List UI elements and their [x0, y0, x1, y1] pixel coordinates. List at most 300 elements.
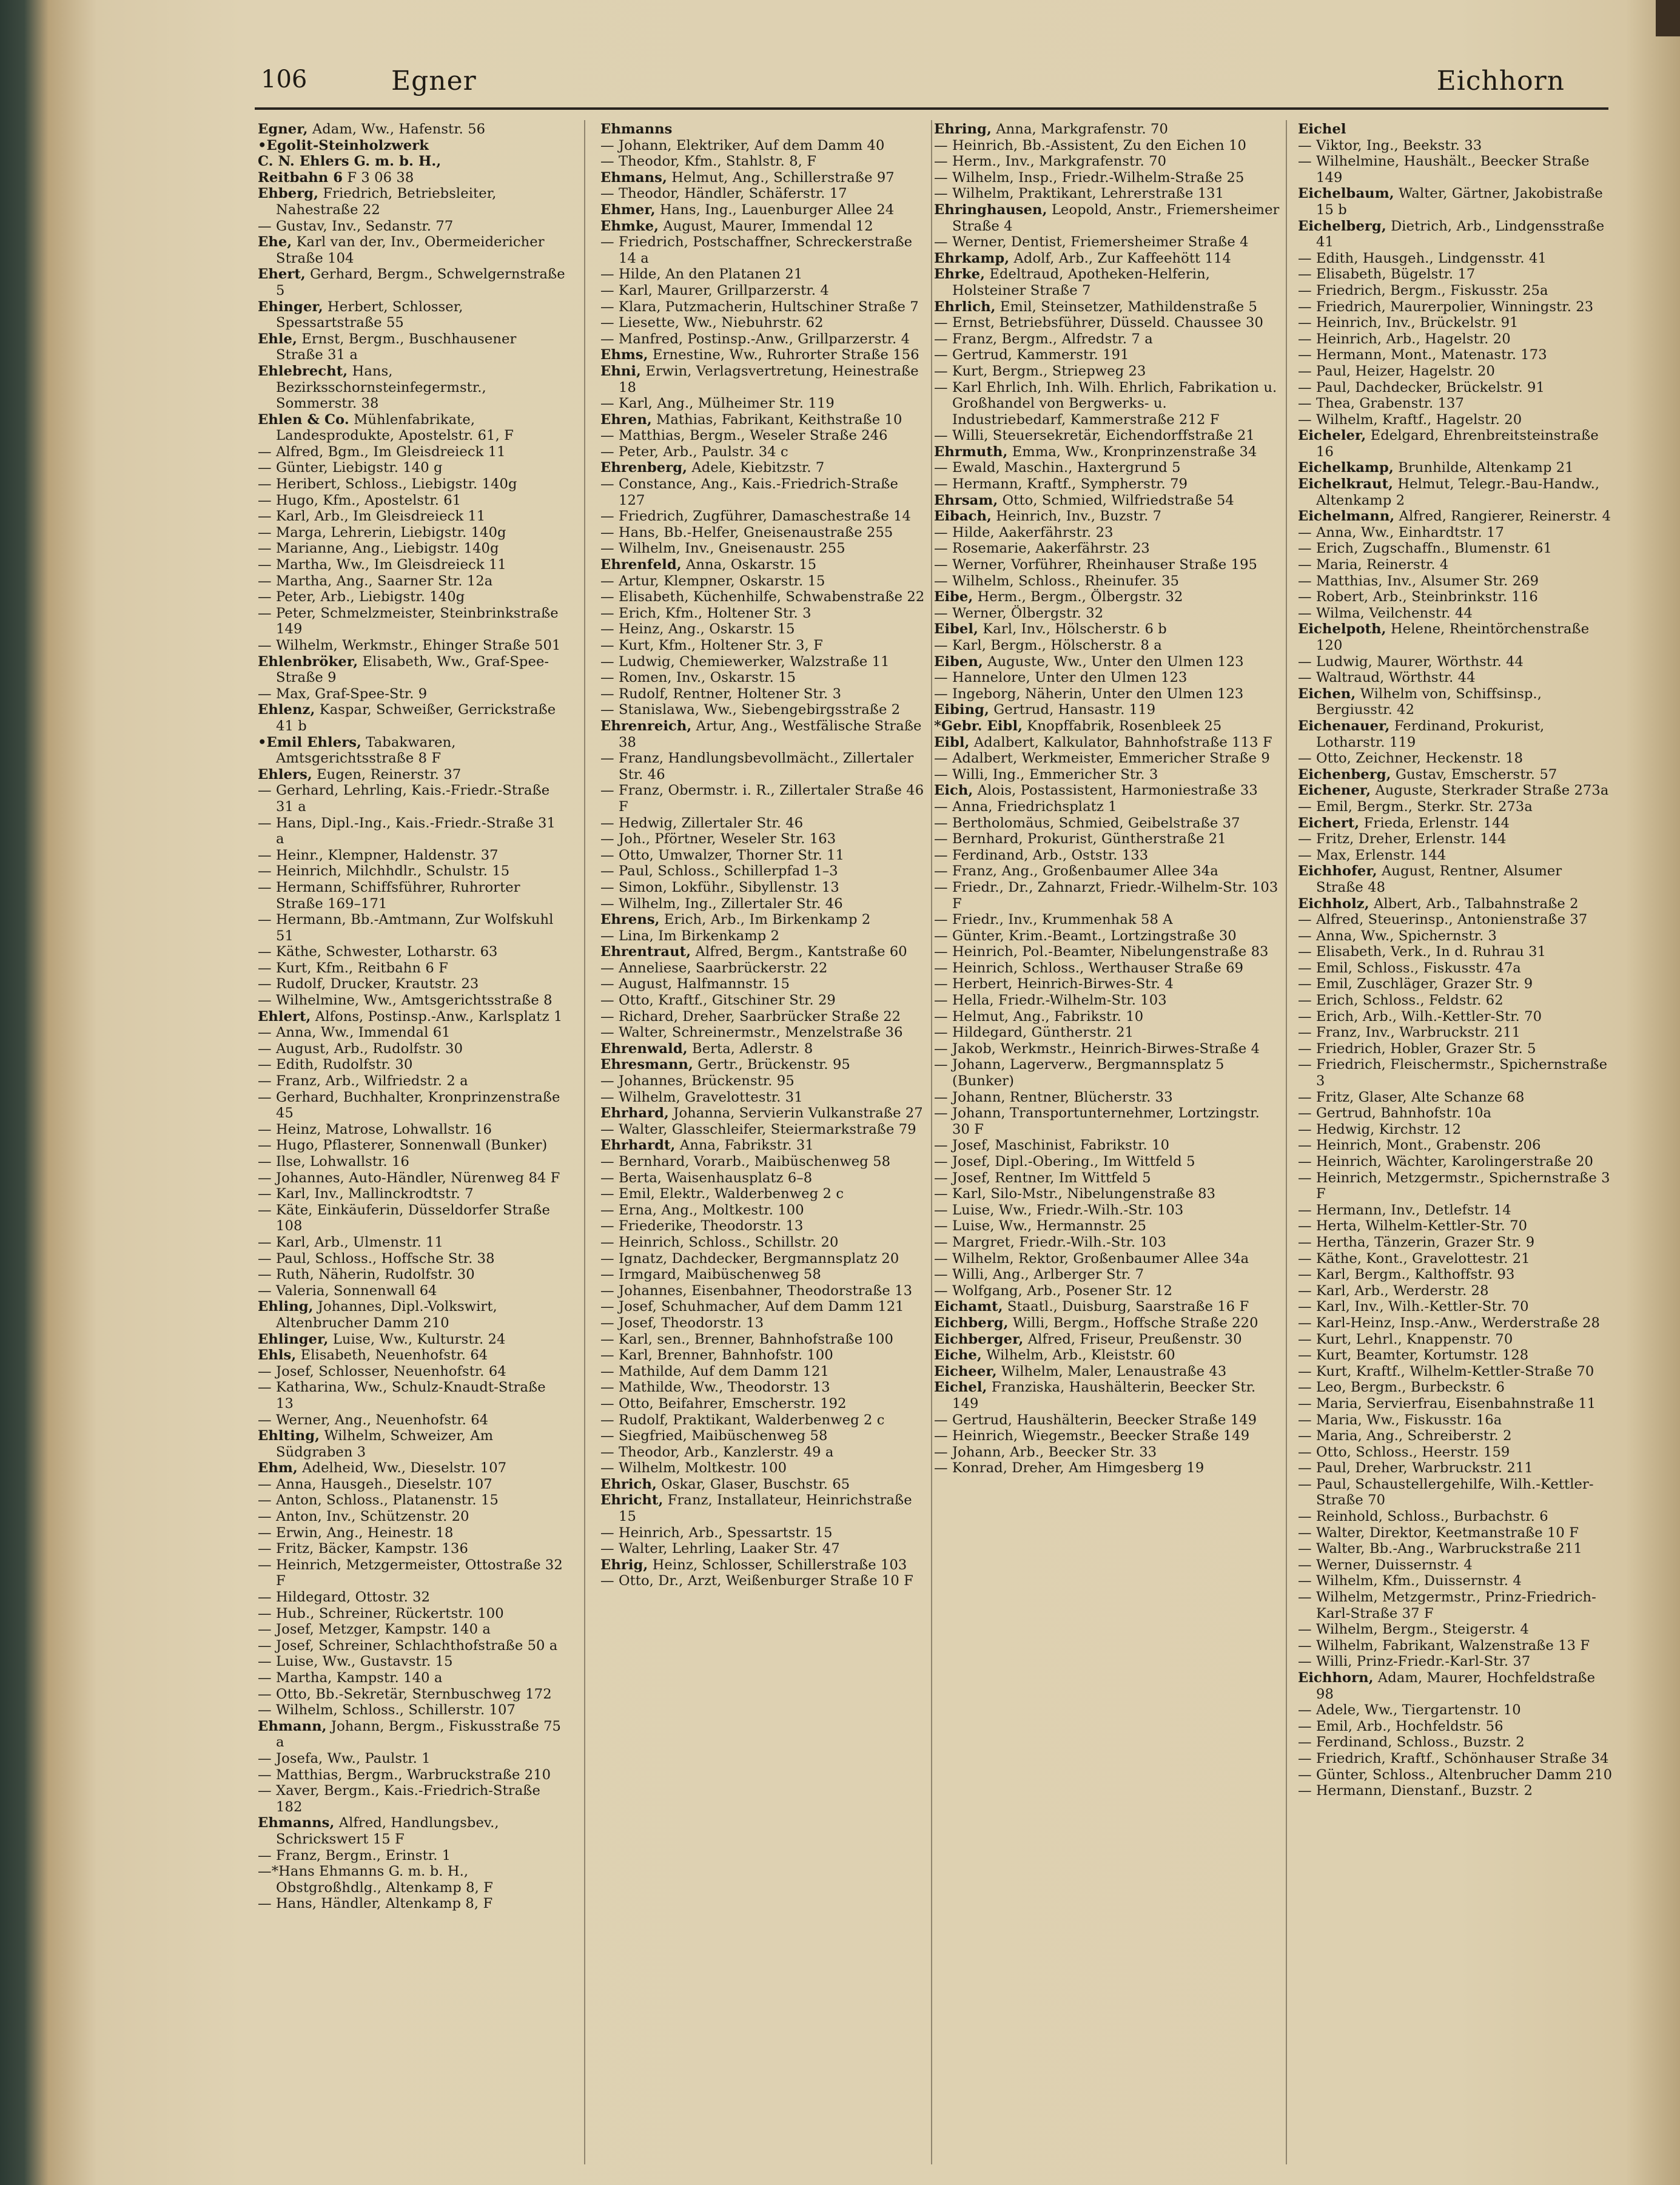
directory-entry	[934, 202, 1280, 234]
entry-details: — Hertha, Tänzerin, Grazer Str. 9	[1298, 1234, 1535, 1250]
directory-entry	[600, 1396, 928, 1412]
directory-entry	[934, 540, 1280, 557]
entry-details: — Reinhold, Schloss., Burbachstr. 6	[1298, 1509, 1548, 1525]
entry-details: Emil, Steinsetzer, Mathildenstraße 5	[995, 298, 1257, 315]
directory-column-2	[600, 121, 928, 2172]
entry-details: — Berta, Waisenhausplatz 6–8	[600, 1170, 813, 1186]
entry-details: — Heinrich, Bb.-Assistent, Zu den Eichen 10	[934, 137, 1246, 153]
entry-details: — Alfred, Steuerinsp., Antonienstraße 37	[1298, 912, 1588, 928]
entry-details: Alfred, Handlungsbev., Schrickswert 15 F	[276, 1815, 499, 1847]
entry-details: — Peter, Arb., Paulstr. 34 c	[600, 443, 788, 460]
directory-entry	[258, 976, 567, 992]
entry-details: — Heinrich, Schloss., Schillstr. 20	[600, 1234, 839, 1250]
entry-details: — Franz, Inv., Warbruckstr. 211	[1298, 1025, 1520, 1041]
entry-details: — Erich, Arb., Wilh.-Kettler-Str. 70	[1298, 1008, 1542, 1025]
entry-details: Heinrich, Inv., Buzstr. 7	[992, 508, 1162, 525]
directory-entry	[258, 1460, 567, 1476]
directory-entry	[1298, 783, 1613, 799]
entry-name: Ehberg,	[258, 186, 319, 202]
directory-entry	[258, 186, 567, 218]
directory-entry	[934, 380, 1280, 428]
entry-details: — Jakob, Werkmstr., Heinrich-Birwes-Straße 4	[934, 1040, 1260, 1057]
entry-details: Wilhelm, Maler, Lenaustraße 43	[996, 1363, 1227, 1379]
entry-details: Albert, Arb., Talbahnstraße 2	[1369, 895, 1579, 912]
entry-name: Eibing,	[934, 702, 989, 718]
directory-entry	[258, 1137, 567, 1154]
directory-entry	[600, 1105, 928, 1122]
directory-entry	[1298, 1702, 1613, 1719]
entry-details: — Heribert, Schloss., Liebigstr. 140g	[258, 476, 517, 493]
entry-name: Eichelmann,	[1298, 508, 1395, 525]
directory-entry	[258, 493, 567, 509]
entry-details: Emma, Ww., Kronprinzenstraße 34	[1007, 443, 1257, 460]
directory-entry	[1298, 1057, 1613, 1089]
directory-entry	[258, 1089, 567, 1122]
directory-entry	[258, 1073, 567, 1089]
directory-entry	[934, 1267, 1280, 1283]
entry-details: — Luise, Ww., Gustavstr. 15	[258, 1654, 453, 1670]
directory-entry	[1298, 1041, 1613, 1057]
entry-details: — Hugo, Pflasterer, Sonnenwall (Bunker)	[258, 1137, 548, 1154]
entry-name: Ehrkamp,	[934, 250, 1010, 266]
entry-details: — Mathilde, Auf dem Damm 121	[600, 1363, 830, 1379]
entry-details: — Wilhelm, Metzgermstr., Prinz-Friedrich-Karl-Straße 37 F	[1298, 1589, 1596, 1621]
directory-entry	[600, 283, 928, 299]
page-corner-shadow	[1656, 0, 1680, 36]
entry-name: Ehmer,	[600, 201, 656, 218]
directory-entry	[258, 1332, 567, 1348]
entry-details: — Kurt, Beamter, Kortumstr. 128	[1298, 1347, 1529, 1364]
entry-details: — Paul, Dreher, Warbruckstr. 211	[1298, 1460, 1533, 1476]
entry-details: — Josef, Schlosser, Neuenhofstr. 64	[258, 1363, 506, 1379]
directory-entry	[600, 1428, 928, 1444]
directory-entry	[258, 1541, 567, 1557]
directory-entry	[258, 1283, 567, 1299]
entry-details: — Klara, Putzmacherin, Hultschiner Straße 7	[600, 298, 919, 315]
directory-entry	[600, 1089, 928, 1106]
directory-entry	[258, 138, 567, 154]
directory-entry	[934, 428, 1280, 444]
header-first-keyword: Egner	[391, 66, 477, 96]
directory-entry	[258, 525, 567, 541]
directory-entry	[600, 476, 928, 508]
entry-name: Ehlenbröker,	[258, 653, 358, 670]
entry-name: •Emil Ehlers,	[258, 734, 361, 750]
entry-details: — Hans, Händler, Altenkamp 8, F	[258, 1896, 493, 1912]
directory-entry	[258, 1896, 567, 1912]
entry-details: Edelgard, Ehrenbreitsteinstraße 16	[1316, 428, 1599, 460]
directory-entry	[1298, 525, 1613, 541]
entry-details: — Franz, Bergm., Erinstr. 1	[258, 1847, 451, 1863]
entry-details: — Friedrich, Hobler, Grazer Str. 5	[1298, 1040, 1536, 1057]
directory-entry	[1298, 1670, 1613, 1702]
entry-details: — Emil, Bergm., Sterkr. Str. 273a	[1298, 798, 1533, 815]
entry-details: — Maria, Ang., Schreiberstr. 2	[1298, 1428, 1512, 1444]
entry-details: — Anna, Ww., Einhardtstr. 17	[1298, 524, 1504, 540]
directory-entry	[1298, 363, 1613, 380]
directory-entry	[1298, 896, 1613, 912]
directory-entry	[934, 1412, 1280, 1429]
entry-details: Willi, Bergm., Hoffsche Straße 220	[1008, 1315, 1258, 1331]
directory-entry	[258, 992, 567, 1009]
entry-name: Ehlers,	[258, 766, 312, 783]
entry-details: — Walter, Lehrling, Laaker Str. 47	[600, 1541, 840, 1557]
entry-details: — Hildegard, Güntherstr. 21	[934, 1025, 1134, 1041]
directory-entry	[934, 750, 1280, 767]
directory-entry	[600, 605, 928, 622]
entry-details: — Anna, Ww., Immendal 61	[258, 1025, 451, 1041]
entry-details: — Martha, Ang., Saarner Str. 12a	[258, 573, 493, 589]
directory-entry	[258, 1025, 567, 1041]
directory-entry	[934, 1299, 1280, 1315]
directory-entry	[934, 1137, 1280, 1154]
directory-entry	[600, 573, 928, 590]
directory-entry	[258, 1638, 567, 1654]
entry-name: Ehni,	[600, 363, 642, 379]
directory-entry	[934, 153, 1280, 170]
entry-details: — Johann, Rentner, Blücherstr. 33	[934, 1089, 1173, 1105]
entry-details: F 3 06 38	[343, 169, 414, 186]
directory-entry	[258, 1428, 567, 1460]
entry-details: — Kurt, Lehrl., Knappenstr. 70	[1298, 1331, 1513, 1347]
entry-name: Ehls,	[258, 1347, 297, 1364]
entry-details: — Artur, Klempner, Oskarstr. 15	[600, 573, 825, 589]
directory-entry	[1298, 1154, 1613, 1170]
entry-details: Helene, Rheintörchenstraße 120	[1316, 621, 1590, 653]
entry-details: — Johann, Lagerverw., Bergmannsplatz 5 (Bunker)	[934, 1057, 1225, 1089]
directory-entry	[1298, 815, 1613, 832]
entry-details: — Anna, Friedrichsplatz 1	[934, 798, 1117, 815]
entry-details: — Ilse, Lohwallstr. 16	[258, 1154, 409, 1170]
directory-entry	[934, 1041, 1280, 1057]
entry-details: — Anton, Schloss., Platanenstr. 15	[258, 1492, 499, 1509]
directory-entry	[1298, 1751, 1613, 1767]
entry-details: — Karl, Bergm., Hölscherstr. 8 a	[934, 638, 1162, 653]
entry-details: — Ignatz, Dachdecker, Bergmannsplatz 20	[600, 1250, 899, 1267]
directory-entry	[258, 1057, 567, 1073]
entry-details: Eugen, Reinerstr. 37	[312, 766, 462, 783]
directory-entry	[934, 138, 1280, 154]
entry-details: — Edith, Hausgeh., Lindgensstr. 41	[1298, 250, 1547, 266]
directory-entry	[258, 331, 567, 363]
directory-entry	[600, 1137, 928, 1154]
directory-entry	[258, 783, 567, 815]
entry-details: — Wilhelm, Moltkestr. 100	[600, 1460, 787, 1476]
entry-details: — Erich, Schloss., Feldstr. 62	[1298, 992, 1504, 1009]
entry-details: — Hilde, An den Platanen 21	[600, 266, 803, 283]
entry-details: Mühlenfabrikate, Landesprodukte, Apostelstr. 61, F	[276, 411, 514, 444]
entry-details: Gertr., Brückenstr. 95	[693, 1057, 850, 1073]
entry-details: — Wilhelm, Insp., Friedr.-Wilhelm-Straße 25	[934, 169, 1245, 186]
entry-details: — Matthias, Bergm., Warbruckstraße 210	[258, 1766, 551, 1783]
entry-details: — Wilhelm, Kraftf., Hagelstr. 20	[1298, 411, 1522, 428]
directory-entry	[258, 234, 567, 266]
entry-details: — Maria, Reinerstr. 4	[1298, 557, 1449, 573]
entry-details: — Hans, Dipl.-Ing., Kais.-Friedr.-Straße 31 a	[258, 815, 556, 847]
entry-details: — Hedwig, Kirchstr. 12	[1298, 1121, 1462, 1137]
entry-details: — Ingeborg, Näherin, Unter den Ulmen 123	[934, 685, 1244, 702]
entry-name: Eichel,	[934, 1379, 987, 1396]
entry-name: Eibl,	[934, 734, 970, 750]
entry-details: Wilhelm, Schweizer, Am Südgraben 3	[276, 1428, 494, 1460]
directory-entry	[1298, 863, 1613, 895]
directory-entry	[600, 992, 928, 1009]
directory-entry	[934, 1315, 1280, 1332]
directory-entry	[258, 1492, 567, 1509]
directory-column-1	[258, 121, 567, 2172]
directory-entry	[934, 783, 1280, 799]
entry-details: Auguste, Sterkrader Straße 273a	[1371, 783, 1609, 799]
directory-entry	[934, 654, 1280, 670]
directory-entry	[258, 363, 567, 412]
directory-entry	[600, 589, 928, 605]
entry-details: — Rosemarie, Aakerfährstr. 23	[934, 540, 1150, 557]
entry-name: Ehmanns,	[258, 1815, 335, 1831]
directory-entry	[934, 735, 1280, 751]
entry-details: — Karl, Silo-Mstr., Nibelungenstraße 83	[934, 1186, 1216, 1202]
entry-name: Ehrenberg,	[600, 460, 688, 476]
entry-details: — Karl Ehrlich, Inh. Wilh. Ehrlich, Fabrikation u. Großhandel von Bergwerks- u. Industriebedarf, Kammerstraße 212 F	[934, 379, 1277, 428]
entry-details: — Franz, Arb., Wilfriedstr. 2 a	[258, 1073, 468, 1089]
entry-name: Ehmans,	[600, 169, 667, 186]
entry-details: — Hugo, Kfm., Apostelstr. 61	[258, 492, 462, 508]
entry-details: — Josef, Maschinist, Fabrikstr. 10	[934, 1137, 1170, 1154]
directory-entry	[600, 621, 928, 638]
entry-details: Auguste, Ww., Unter den Ulmen 123	[983, 653, 1244, 670]
directory-entry	[258, 767, 567, 783]
entry-name: Eichhorn,	[1298, 1670, 1374, 1686]
directory-entry	[1298, 1621, 1613, 1638]
entry-details: — Otto, Schloss., Heerstr. 159	[1298, 1444, 1510, 1460]
entry-details: — Willi, Steuersekretär, Eichendorffstraße 21	[934, 428, 1255, 444]
entry-details: — Waltraud, Wörthstr. 44	[1298, 670, 1476, 686]
directory-entry	[1298, 347, 1613, 363]
entry-details: — Wilhelmine, Ww., Amtsgerichtsstraße 8	[258, 992, 553, 1009]
directory-entry	[934, 1364, 1280, 1380]
entry-details: — Fritz, Glaser, Alte Schanze 68	[1298, 1089, 1525, 1105]
entry-details: Alois, Postassistent, Harmoniestraße 33	[973, 783, 1258, 799]
entry-details: — Hermann, Bb.-Amtmann, Zur Wolfskuhl 51	[258, 912, 554, 944]
directory-entry	[600, 1251, 928, 1267]
entry-details: — Romen, Inv., Oskarstr. 15	[600, 670, 796, 686]
directory-entry	[258, 218, 567, 235]
entry-details: — Rudolf, Praktikant, Walderbenweg 2 c	[600, 1412, 885, 1428]
directory-entry	[600, 202, 928, 218]
entry-details: — Friedrich, Kraftf., Schönhauser Straße 34	[1298, 1750, 1609, 1766]
entry-details: Alfred, Bergm., Kantstraße 60	[691, 944, 907, 960]
directory-entry	[1298, 992, 1613, 1009]
entry-details: — Adalbert, Werkmeister, Emmericher Straße 9	[934, 750, 1270, 767]
directory-entry	[258, 1299, 567, 1331]
entry-name: Ehe,	[258, 234, 292, 251]
entry-details: — Josef, Schuhmacher, Auf dem Damm 121	[600, 1299, 904, 1315]
directory-entry	[600, 670, 928, 686]
entry-details: Gustav, Emscherstr. 57	[1391, 766, 1557, 783]
entry-name: Ehmanns	[600, 121, 673, 137]
entry-details: — Otto, Zeichner, Heckenstr. 18	[1298, 750, 1524, 767]
entry-details: — Thea, Grabenstr. 137	[1298, 396, 1464, 412]
directory-entry	[600, 783, 928, 815]
entry-name: Ehlinger,	[258, 1331, 329, 1347]
entry-details: Johann, Bergm., Fiskusstraße 75 a	[276, 1718, 562, 1751]
entry-details: — Mathilde, Ww., Theodorstr. 13	[600, 1379, 830, 1396]
directory-entry	[1298, 1202, 1613, 1219]
entry-details: — Stanislawa, Ww., Siebengebirgsstraße 2	[600, 702, 901, 718]
directory-entry	[934, 266, 1280, 298]
directory-entry	[600, 718, 928, 750]
entry-details: — Paul, Heizer, Hagelstr. 20	[1298, 363, 1495, 379]
entry-details: Karl, Inv., Hölscherstr. 6 b	[978, 621, 1167, 638]
entry-details: — Paul, Schloss., Hoffsche Str. 38	[258, 1250, 495, 1267]
directory-entry	[934, 1154, 1280, 1170]
directory-entry	[600, 331, 928, 348]
entry-details: Leopold, Anstr., Friemersheimer Straße 4	[952, 201, 1280, 234]
entry-details: — Gerhard, Lehrling, Kais.-Friedr.-Straße 31 a	[258, 783, 550, 815]
entry-details: — Willi, Ing., Emmericher Str. 3	[934, 766, 1158, 783]
directory-entry	[1298, 1428, 1613, 1444]
entry-details: Alfons, Postinsp.-Anw., Karlsplatz 1	[311, 1008, 563, 1025]
entry-details: — Hans, Bb.-Helfer, Gneisenaustraße 255	[600, 524, 893, 540]
entry-details: — Heinrich, Mont., Grabenstr. 206	[1298, 1137, 1541, 1154]
directory-entry	[934, 508, 1280, 525]
entry-details: — Friedr., Inv., Krummenhak 58 A	[934, 912, 1173, 928]
entry-details: Erwin, Verlagsvertretung, Heinestraße 18	[619, 363, 919, 396]
entry-details: — Kurt, Bergm., Striepweg 23	[934, 363, 1146, 379]
entry-name: Ehrhard,	[600, 1105, 669, 1122]
directory-entry	[600, 121, 928, 138]
entry-details: — Walter, Bb.-Ang., Warbruckstraße 211	[1298, 1541, 1582, 1557]
directory-entry	[934, 170, 1280, 186]
entry-details: — Otto, Kraftf., Gitschiner Str. 29	[600, 992, 836, 1009]
directory-entry	[1298, 186, 1613, 218]
entry-details: — Johann, Elektriker, Auf dem Damm 40	[600, 137, 885, 153]
directory-entry	[1298, 1476, 1613, 1509]
directory-entry	[600, 1332, 928, 1348]
directory-entry	[258, 540, 567, 557]
entry-details: Artur, Ang., Westfälische Straße 38	[619, 718, 922, 750]
directory-entry	[1298, 412, 1613, 428]
entry-details: — Friedrich, Maurerpolier, Winningstr. 23	[1298, 298, 1594, 315]
directory-entry	[1298, 508, 1613, 525]
entry-name: Ehling,	[258, 1299, 314, 1315]
directory-entry	[934, 1105, 1280, 1137]
directory-entry	[258, 1525, 567, 1541]
entry-details: — Josefa, Ww., Paulstr. 1	[258, 1750, 431, 1766]
entry-details: — Willi, Prinz-Friedr.-Karl-Str. 37	[1298, 1654, 1531, 1670]
directory-entry	[1298, 540, 1613, 557]
directory-entry	[258, 944, 567, 960]
entry-details: — Viktor, Ing., Beekstr. 33	[1298, 137, 1482, 153]
entry-name: Eichelkraut,	[1298, 476, 1394, 493]
entry-details: Walter, Gärtner, Jakobistraße 15 b	[1316, 186, 1603, 218]
directory-entry	[1298, 1460, 1613, 1476]
entry-details: — Wilhelm, Schloss., Schillerstr. 107	[258, 1702, 516, 1719]
entry-details: — Josef, Metzger, Kampstr. 140 a	[258, 1621, 491, 1638]
entry-details: — Wilhelm, Kfm., Duissernstr. 4	[1298, 1573, 1522, 1589]
directory-entry	[600, 557, 928, 573]
directory-entry	[1298, 1589, 1613, 1621]
directory-entry	[1298, 1734, 1613, 1751]
page-number: 106	[261, 66, 307, 93]
entry-details: — Heinrich, Metzgermeister, Ottostraße 32 F	[258, 1557, 563, 1589]
directory-entry	[600, 1186, 928, 1202]
directory-entry	[1298, 1396, 1613, 1412]
entry-name: Eicheer,	[934, 1363, 997, 1379]
directory-entry	[1298, 573, 1613, 590]
directory-entry	[1298, 718, 1613, 750]
directory-entry	[258, 1251, 567, 1267]
entry-details: — Fritz, Bäcker, Kampstr. 136	[258, 1541, 468, 1557]
entry-details: — Johann, Transportunternehmer, Lortzingstr. 30 F	[934, 1105, 1260, 1137]
directory-entry	[934, 621, 1280, 638]
entry-details: — Hermann, Kraftf., Sympherstr. 79	[934, 476, 1188, 493]
directory-entry	[1298, 1089, 1613, 1106]
directory-entry	[1298, 1122, 1613, 1138]
directory-entry	[1298, 750, 1613, 767]
entry-name: Ehrich,	[600, 1476, 657, 1492]
entry-name: Ehrentraut,	[600, 944, 691, 960]
entry-name: Eichert,	[1298, 815, 1360, 831]
entry-details: Alfred, Rangierer, Reinerstr. 4	[1394, 508, 1611, 525]
entry-name: Eichel	[1298, 121, 1346, 137]
entry-details: — Peter, Arb., Liebigstr. 140g	[258, 589, 465, 605]
entry-details: — Max, Graf-Spee-Str. 9	[258, 685, 428, 702]
directory-entry	[934, 573, 1280, 590]
entry-details: — Ludwig, Maurer, Wörthstr. 44	[1298, 653, 1524, 670]
directory-entry	[600, 896, 928, 912]
entry-details: — Gertrud, Kammerstr. 191	[934, 347, 1129, 363]
directory-entry	[258, 460, 567, 476]
entry-details: — Erich, Kfm., Holtener Str. 3	[600, 605, 811, 621]
entry-details: Adolf, Arb., Zur Kaffeehött 114	[1009, 250, 1231, 266]
entry-details: — Paul, Schaustellergehilfe, Wilh.-Kettler-Straße 70	[1298, 1476, 1594, 1509]
directory-entry	[1298, 380, 1613, 396]
directory-entry	[600, 638, 928, 654]
entry-details: — Gerhard, Buchhalter, Kronprinzenstraße 45	[258, 1089, 560, 1122]
directory-entry	[934, 1025, 1280, 1041]
directory-entry	[600, 1283, 928, 1299]
entry-name: Eichberg,	[934, 1315, 1009, 1331]
entry-details: — Robert, Arb., Steinbrinkstr. 116	[1298, 589, 1538, 605]
entry-details: — Emil, Zuschläger, Grazer Str. 9	[1298, 976, 1533, 992]
entry-details: Berta, Adlerstr. 8	[687, 1040, 813, 1057]
entry-name: Eichelpoth,	[1298, 621, 1386, 638]
directory-entry	[1298, 1557, 1613, 1574]
directory-entry	[600, 1315, 928, 1332]
directory-entry	[1298, 1379, 1613, 1396]
entry-details: — Elisabeth, Verk., In d. Ruhrau 31	[1298, 944, 1547, 960]
entry-details: — Heinrich, Inv., Brückelstr. 91	[1298, 315, 1519, 331]
directory-entry	[600, 847, 928, 864]
entry-name: •Egolit-Steinholzwerk	[258, 137, 429, 153]
directory-entry	[258, 1364, 567, 1380]
entry-details: — Otto, Bb.-Sekretär, Sternbuschweg 172	[258, 1686, 552, 1702]
directory-entry	[1298, 121, 1613, 138]
entry-details: Adalbert, Kalkulator, Bahnhofstraße 113 F	[969, 734, 1272, 750]
directory-entry	[600, 1202, 928, 1219]
directory-entry	[1298, 799, 1613, 815]
directory-entry	[1298, 831, 1613, 847]
entry-details: — Werner, Vorführer, Rheinhauser Straße 195	[934, 557, 1258, 573]
entry-details: — Katharina, Ww., Schulz-Knaudt-Straße 13	[258, 1379, 546, 1412]
directory-entry	[258, 508, 567, 525]
directory-entry	[934, 363, 1280, 380]
directory-entry	[1298, 1541, 1613, 1557]
directory-entry	[1298, 944, 1613, 960]
directory-entry	[258, 1783, 567, 1815]
entry-name: Ehrlich,	[934, 298, 996, 315]
entry-details: — Karl-Heinz, Insp.-Anw., Werderstraße 28	[1298, 1315, 1600, 1331]
